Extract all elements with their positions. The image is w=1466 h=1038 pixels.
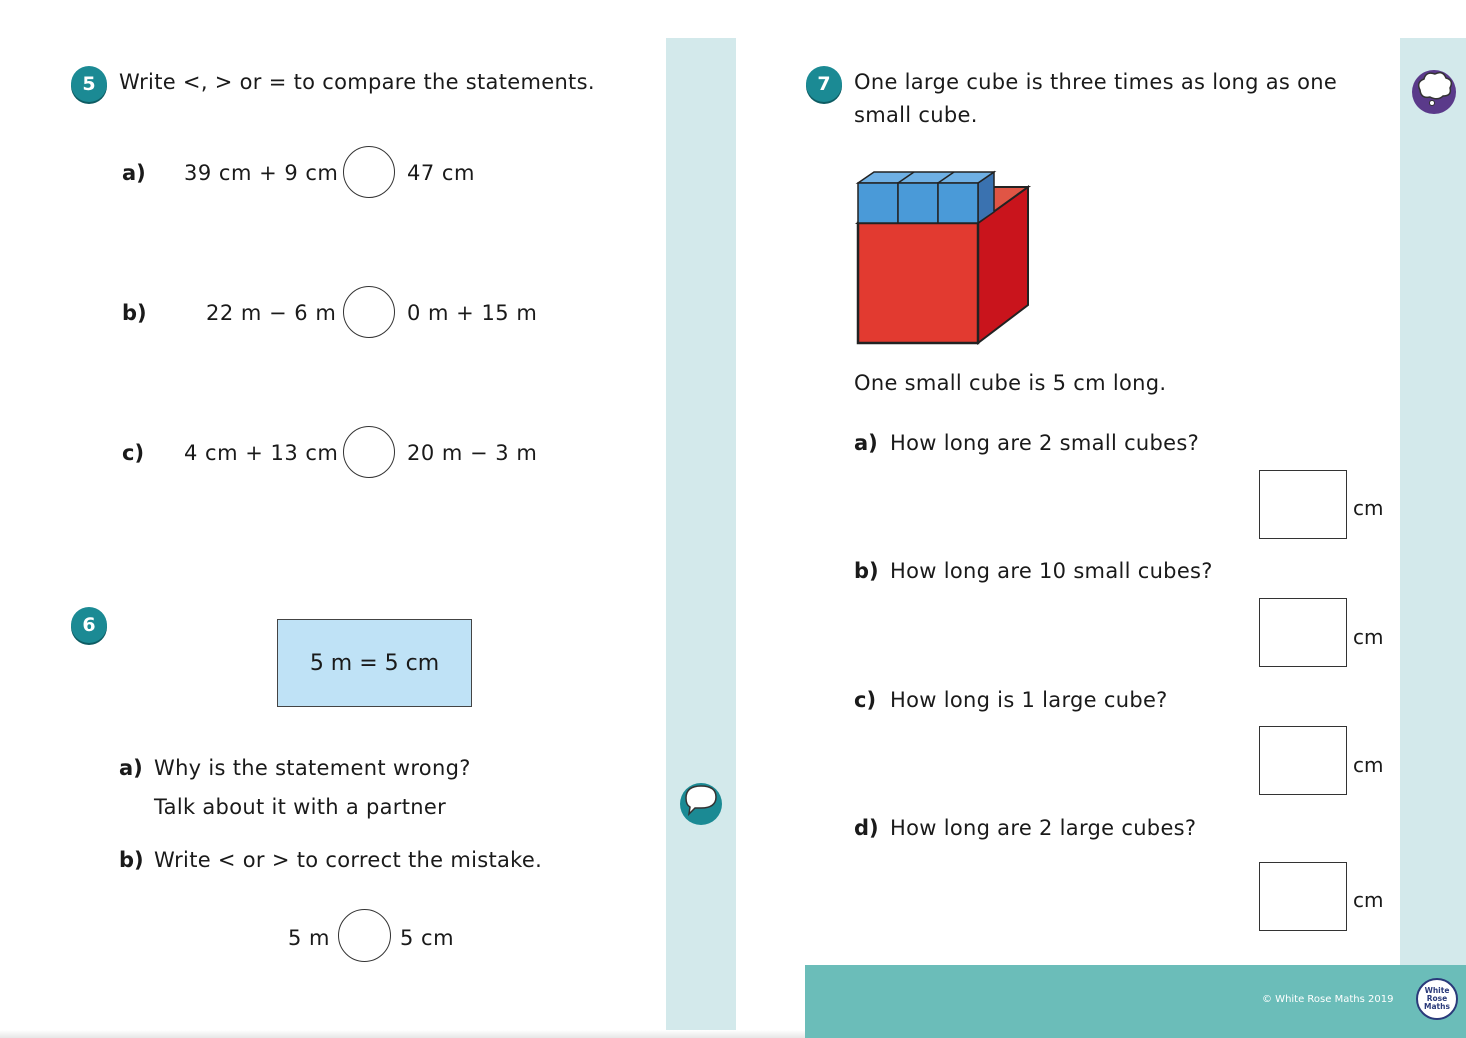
q5-a-answer-circle[interactable] <box>343 146 395 198</box>
thought-cloud-icon <box>1410 66 1458 116</box>
q5-a-left: 39 cm + 9 cm <box>184 161 339 185</box>
q7-c-answer-box[interactable] <box>1259 726 1347 795</box>
q5-c-label: c) <box>122 441 145 465</box>
q7-d-unit: cm <box>1353 888 1384 912</box>
white-rose-maths-logo <box>1416 978 1458 1020</box>
q7-d-answer-box[interactable] <box>1259 862 1347 931</box>
q7-b-label: b) <box>854 559 879 583</box>
q6-a-prompt: Talk about it with a partner <box>154 795 447 819</box>
q7-b-question: How long are 10 small cubes? <box>890 559 1213 583</box>
q7-c-label: c) <box>854 688 877 712</box>
q6-answer-circle[interactable] <box>338 909 391 962</box>
q7-c-unit: cm <box>1353 753 1384 777</box>
q7-d-label: d) <box>854 816 879 840</box>
question-5-instruction: Write <, > or = to compare the statements. <box>119 70 595 94</box>
question-7-line1: One large cube is three times as long as one <box>854 70 1338 94</box>
q7-a-answer-box[interactable] <box>1259 470 1347 539</box>
q6-a-question: Why is the statement wrong? <box>154 756 471 780</box>
q5-b-answer-circle[interactable] <box>343 286 395 338</box>
q6-b-instruction: Write < or > to correct the mistake. <box>154 848 543 872</box>
margin-strip-right <box>1400 38 1466 965</box>
statement-box <box>277 619 472 707</box>
copyright-text: © White Rose Maths 2019 <box>1262 994 1394 1005</box>
q5-b-label: b) <box>122 301 147 325</box>
question-7-line2: small cube. <box>854 103 978 127</box>
margin-strip-middle <box>666 38 736 1038</box>
logo-line-1: White <box>1424 986 1450 995</box>
q5-a-right: 47 cm <box>407 161 475 185</box>
q5-c-right: 20 m − 3 m <box>407 441 538 465</box>
q5-c-left: 4 cm + 13 cm <box>184 441 339 465</box>
q7-b-answer-box[interactable] <box>1259 598 1347 667</box>
question-7-badge: 7 <box>806 66 842 102</box>
q7-b-unit: cm <box>1353 625 1384 649</box>
q7-c-question: How long is 1 large cube? <box>890 688 1168 712</box>
q5-b-left: 22 m − 6 m <box>206 301 337 325</box>
q5-c-answer-circle[interactable] <box>343 426 395 478</box>
q6-a-label: a) <box>119 756 143 780</box>
logo-line-3: Maths <box>1424 1002 1450 1011</box>
question-7-info: One small cube is 5 cm long. <box>854 371 1167 395</box>
logo-line-2: Rose <box>1426 994 1448 1003</box>
q5-b-right: 0 m + 15 m <box>407 301 538 325</box>
q6-b-label: b) <box>119 848 144 872</box>
question-6-badge: 6 <box>71 607 107 643</box>
cubes-illustration <box>850 165 1040 350</box>
question-5-badge: 5 <box>71 66 107 102</box>
speech-bubble-icon <box>678 778 724 828</box>
q6-compare-right: 5 cm <box>400 926 455 950</box>
statement-text: 5 m = 5 cm <box>309 650 440 676</box>
q5-a-label: a) <box>122 161 146 185</box>
q6-compare-left: 5 m <box>288 926 330 950</box>
q7-a-unit: cm <box>1353 496 1384 520</box>
q7-a-label: a) <box>854 431 878 455</box>
q7-d-question: How long are 2 large cubes? <box>890 816 1197 840</box>
page-edge <box>0 1030 805 1038</box>
q7-a-question: How long are 2 small cubes? <box>890 431 1200 455</box>
